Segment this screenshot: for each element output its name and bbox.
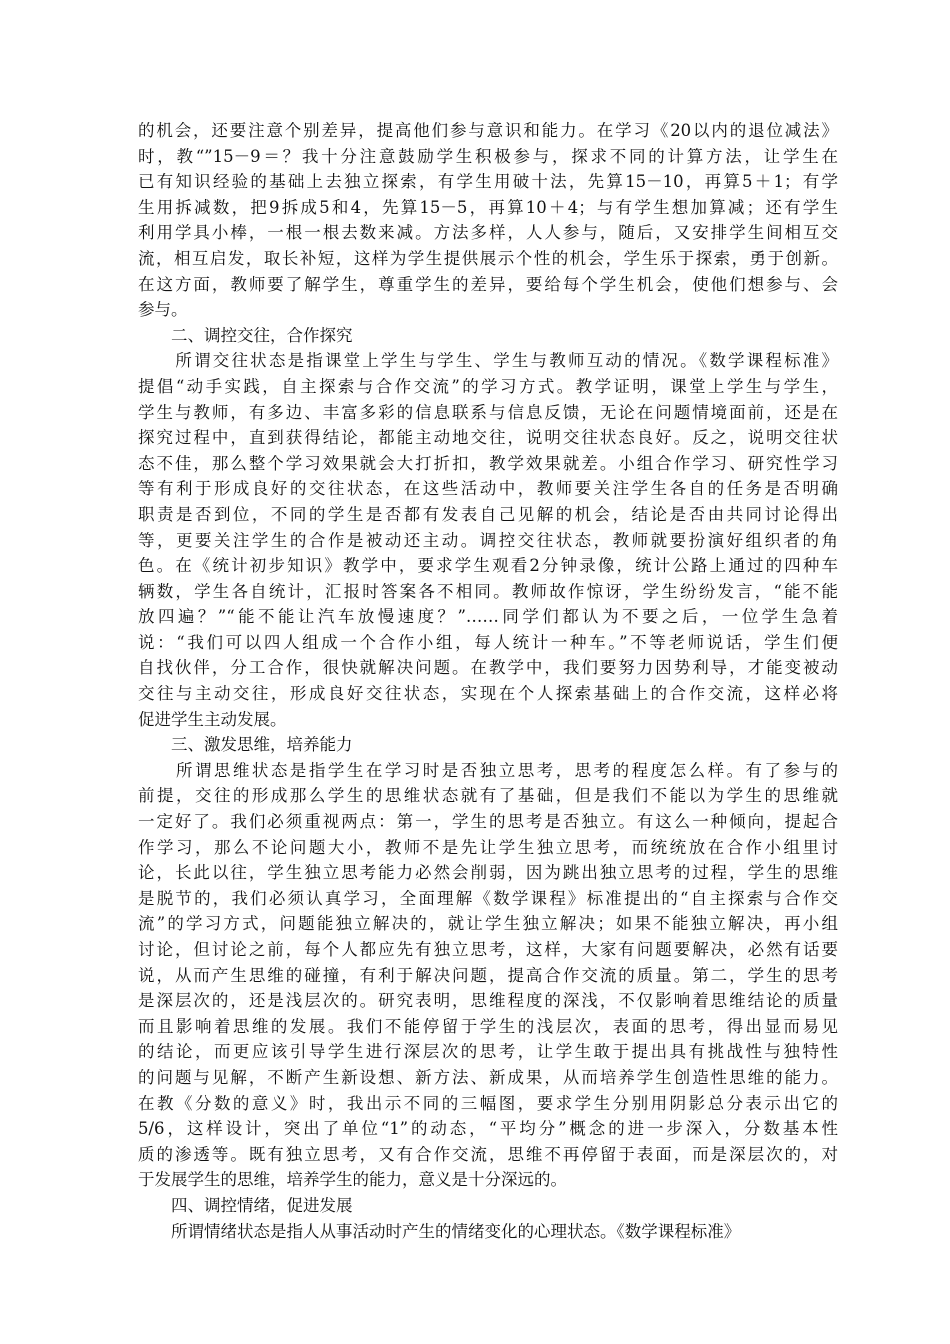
text-line: 论，长此以往，学生独立思考能力必然会削弱，因为跳出独立思考的过程，学生的思维 bbox=[138, 863, 838, 883]
text-line: 于发展学生的思维，培养学生的能力，意义是十分深远的。 bbox=[138, 1170, 567, 1190]
text-line: 所谓交往状态是指课堂上学生与学生、学生与教师互动的情况。《数学课程标准》 bbox=[138, 351, 838, 371]
section-heading: 二、调控交往，合作探究 bbox=[138, 325, 353, 345]
text-line: 所谓思维状态是指学生在学习时是否独立思考，思考的程度怎么样。有了参与的 bbox=[138, 760, 838, 780]
text-line: 的问题与见解，不断产生新设想、新方法、新成果，从而培养学生创造性思维的能力。 bbox=[138, 1067, 838, 1087]
text-line: 5/6，这样设计，突出了单位“1”的动态，“平均分”概念的进一步深入，分数基本性 bbox=[138, 1119, 838, 1139]
text-line: 时，教“”15－9＝？我十分注意鼓励学生积极参与，探求不同的计算方法，让学生在 bbox=[138, 146, 838, 166]
text-line: 在教《分数的意义》时，我出示不同的三幅图，要求学生分别用阴影总分表示出它的 bbox=[138, 1093, 838, 1113]
text-line: 作学习，那么不论问题大小，教师不是先让学生独立思考，而统统放在合作小组里讨 bbox=[138, 837, 838, 857]
text-line: 参与。 bbox=[138, 300, 188, 320]
text-line: 提倡“动手实践，自主探索与合作交流”的学习方式。教学证明，课堂上学生与学生， bbox=[138, 376, 838, 396]
text-line: 一定好了。我们必须重视两点：第一，学生的思考是否独立。有这么一种倾向，提起合 bbox=[138, 812, 838, 832]
text-line: 讨论，但讨论之前，每个人都应先有独立思考，这样，大家有问题要解决，必然有话要 bbox=[138, 940, 838, 959]
text-line: 流”的学习方式，问题能独立解决的，就让学生独立解决；如果不能独立解决，再小组 bbox=[138, 914, 838, 934]
text-line: 等有利于形成良好的交往状态，在这些活动中，教师要关注学生各自的任务是否明确 bbox=[138, 479, 838, 499]
text-line: 说：“我们可以四人组成一个合作小组，每人统计一种车。”不等老师说话，学生们便 bbox=[138, 632, 838, 652]
text-line: 而且影响着思维的发展。我们不能停留于学生的浅层次，表面的思考，得出显而易见 bbox=[138, 1016, 838, 1036]
text-line: 前提，交往的形成那么学生的思维状态就有了基础，但是我们不能以为学生的思维就 bbox=[138, 786, 838, 806]
text-line: 色。在《统计初步知识》教学中，要求学生观看2分钟录像，统计公路上通过的四种车 bbox=[138, 556, 838, 576]
text-line: 利用学具小棒，一根一根去数来减。方法多样，人人参与，随后，又安排学生间相互交 bbox=[138, 223, 838, 243]
text-line: 说，从而产生思维的碰撞，有利于解决问题，提高合作交流的质量。第二，学生的思考 bbox=[138, 965, 838, 985]
text-line: 是脱节的，我们必须认真学习，全面理解《数学课程》标准提出的“自主探索与合作交 bbox=[138, 888, 838, 908]
text-line: 探究过程中，直到获得结论，都能主动地交往，说明交往状态良好。反之，说明交往状 bbox=[138, 428, 838, 448]
text-line: 所谓情绪状态是指人从事活动时产生的情绪变化的心理状态。《数学课程标准》 bbox=[138, 1221, 741, 1241]
text-line: 辆数，学生各自统计，汇报时答案各不相同。教师故作惊讶，学生纷纷发言，“能不能 bbox=[138, 581, 838, 601]
text-line: 等，更要关注学生的合作是被动还主动。调控交往状态，教师就要扮演好组织者的角 bbox=[138, 530, 838, 550]
document-body bbox=[138, 118, 838, 1244]
text-line: 流，相互启发，取长补短，这样为学生提供展示个性的机会，学生乐于探索，勇于创新。 bbox=[138, 248, 838, 268]
section-heading: 四、调控情绪，促进发展 bbox=[138, 1195, 353, 1215]
text-line: 的机会，还要注意个别差异，提高他们参与意识和能力。在学习《20以内的退位减法》 bbox=[138, 121, 838, 140]
text-line: 自找伙伴，分工合作，很快就解决问题。在教学中，我们要努力因势利导，才能变被动 bbox=[138, 658, 838, 678]
text-line: 生用拆减数，把9拆成5和4，先算15－5，再算10＋4；与有学生想加算减；还有学生 bbox=[138, 197, 838, 217]
text-line: 放四遍？”“能不能让汽车放慢速度？”……同学们都认为不要之后，一位学生急着 bbox=[138, 607, 838, 627]
text-line: 交往与主动交往，形成良好交往状态，实现在个人探索基础上的合作交流，这样必将 bbox=[138, 684, 838, 704]
text-line: 学生与教师，有多边、丰富多彩的信息联系与信息反馈，无论在问题情境面前，还是在 bbox=[138, 402, 838, 422]
text-line: 职责是否到位，不同的学生是否都有发表自己见解的机会，结论是否由共同讨论得出 bbox=[138, 504, 838, 524]
section-heading: 三、激发思维，培养能力 bbox=[138, 735, 353, 755]
text-line: 态不佳，那么整个学习效果就会大打折扣，教学效果就差。小组合作学习、研究性学习 bbox=[138, 453, 838, 473]
text-line: 的结论，而更应该引导学生进行深层次的思考，让学生敢于提出具有挑战性与独特性 bbox=[138, 1042, 838, 1062]
text-line: 在这方面，教师要了解学生，尊重学生的差异，要给每个学生机会，使他们想参与、会 bbox=[138, 274, 838, 294]
text-line: 促进学生主动发展。 bbox=[138, 709, 287, 729]
text-line: 已有知识经验的基础上去独立探索，有学生用破十法，先算15－10，再算5＋1；有学 bbox=[138, 172, 838, 192]
text-line: 质的渗透等。既有独立思考，又有合作交流，思维不再停留于表面，而是深层次的，对 bbox=[138, 1144, 838, 1164]
text-line: 是深层次的，还是浅层次的。研究表明，思维程度的深浅，不仅影响着思维结论的质量 bbox=[138, 991, 838, 1011]
